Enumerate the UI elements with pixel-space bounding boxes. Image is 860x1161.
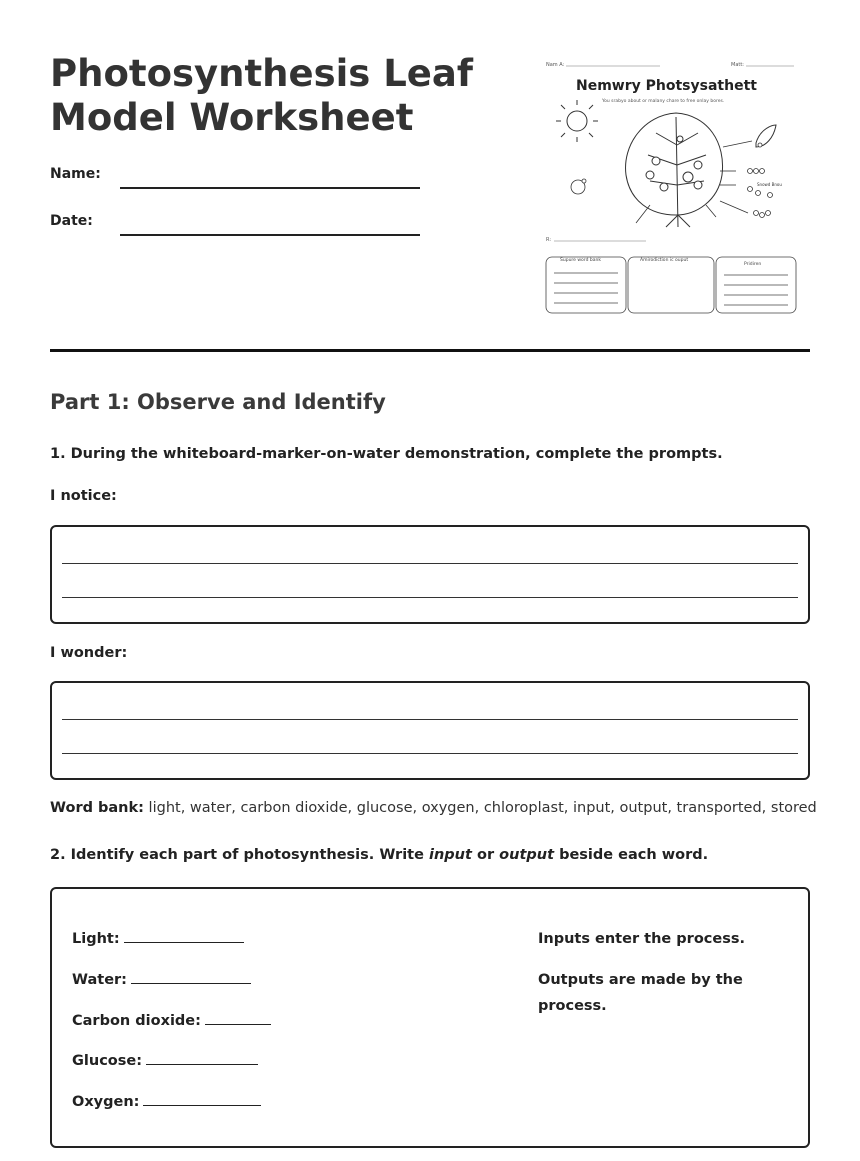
inputs-note: Inputs enter the process. [538, 931, 745, 947]
notice-line-1 [62, 563, 798, 564]
thumb-name-label: Nam A: [546, 62, 565, 68]
outputs-note: Outputs are made by the process. [538, 972, 743, 1014]
notice-line-2 [62, 597, 798, 598]
title-line-1: Photosynthesis Leaf [50, 52, 473, 95]
wonder-answer-box[interactable] [50, 681, 810, 780]
q2-input: input [429, 847, 472, 863]
identify-row-oxygen [72, 1093, 261, 1110]
question-1: 1. During the whiteboard-marker-on-water demonstration, complete the prompts. [50, 446, 723, 462]
identify-blank[interactable] [124, 930, 244, 943]
wonder-line-2 [62, 753, 798, 754]
identify-label: Oxygen: [72, 1094, 140, 1110]
thumb-footer-label: R: [546, 237, 552, 243]
wonder-label: I wonder: [50, 645, 128, 661]
q2-output: output [499, 847, 555, 863]
thumb-box1-title: Supure word bank [560, 258, 601, 263]
identify-label: Glucose: [72, 1053, 143, 1069]
section-divider [50, 349, 810, 352]
thumb-mat-label: Matt: [731, 62, 744, 68]
identify-row-light [72, 930, 244, 947]
identify-blank[interactable] [146, 1052, 258, 1065]
word-bank [50, 800, 817, 816]
leaf-icon [626, 113, 723, 227]
identify-label: Carbon dioxide: [72, 1013, 201, 1029]
identify-row-glucose [72, 1052, 258, 1069]
thumb-subtitle: You srabyo about or malany chare to free onlay bores. [602, 99, 725, 104]
thumb-title: Nemwry Photsysathett [576, 78, 757, 94]
sun-icon [556, 100, 598, 142]
worksheet-title [50, 52, 490, 140]
date-line [120, 234, 420, 236]
leaf-worksheet-thumbnail [538, 55, 800, 317]
name-line [120, 187, 420, 189]
part1-heading: Part 1: Observe and Identify [50, 390, 386, 414]
identify-row-carbon-dioxide [72, 1012, 271, 1029]
identify-label: Light: [72, 931, 120, 947]
thumb-box3-title: Pridiren [744, 262, 762, 267]
wonder-line-1 [62, 719, 798, 720]
thumb-box2-title: Amirodiction ic ouput [640, 258, 689, 263]
q2-start: 2. Identify each part of photosynthesis. Write [50, 847, 429, 863]
identify-label: Water: [72, 972, 127, 988]
q2-end: beside each word. [554, 847, 709, 863]
identify-box [50, 887, 810, 1148]
question-2 [50, 847, 708, 863]
q2-or: or [471, 847, 500, 863]
word-bank-text: light, water, carbon dioxide, glucose, oxygen, chloroplast, input, output, transported, stored [143, 800, 817, 816]
name-label: Name: [50, 166, 101, 182]
title-line-2: Model Worksheet [50, 96, 414, 139]
notice-answer-box[interactable] [50, 525, 810, 624]
notice-label: I notice: [50, 488, 117, 504]
identify-blank[interactable] [131, 971, 251, 984]
word-bank-label: Word bank: [50, 800, 144, 816]
identify-blank[interactable] [205, 1012, 271, 1025]
thumb-legend-word: Snowd Bnou [757, 182, 782, 187]
identify-blank[interactable] [143, 1093, 261, 1106]
date-label: Date: [50, 213, 93, 229]
identify-row-water [72, 971, 251, 988]
